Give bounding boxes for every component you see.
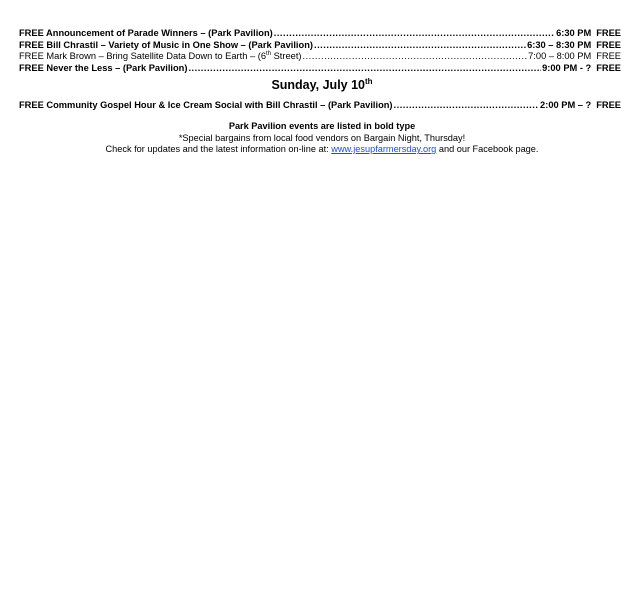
event-time: 7:00 – 8:00 PM — [528, 51, 592, 62]
event-time: 2:00 PM – ? — [540, 100, 592, 110]
website-link[interactable]: www.jesupfarmersday.org — [331, 144, 437, 155]
event-time: 6:30 PM — [556, 28, 592, 38]
dot-leader — [314, 40, 526, 52]
event-price: FREE — [596, 62, 621, 73]
dot-leader — [394, 100, 540, 112]
event-row — [19, 100, 621, 112]
dot-leader — [303, 51, 528, 63]
dot-leader — [274, 28, 555, 40]
event-price: FREE — [596, 28, 621, 38]
event-title: FREE Mark Brown – Bring Satellite Data Down to Earth – (6th Street) — [19, 51, 302, 62]
event-title: FREE Announcement of Parade Winners – (Park Pavilion) — [19, 28, 273, 38]
event-row — [19, 40, 621, 52]
event-row — [19, 51, 621, 63]
bargain-note: *Special bargains from local food vendors on Bargain Night, Thursday! — [178, 132, 466, 143]
bold-type-note: Park Pavilion events are listed in bold type — [228, 121, 416, 131]
event-price: FREE — [596, 51, 621, 62]
event-time: 6:30 – 8:30 PM — [527, 39, 592, 50]
sunday-event-list — [19, 100, 621, 112]
event-row — [19, 63, 621, 75]
event-title: FREE Bill Chrastil – Variety of Music in One Show – (Park Pavilion) — [19, 39, 313, 50]
event-row — [19, 28, 621, 40]
event-price: FREE — [596, 39, 621, 50]
day-heading: Sunday, July 10th — [271, 76, 373, 92]
updates-note: Check for updates and the latest information on-line at: www.jesupfarmersday.org and our Facebook page. — [105, 144, 539, 155]
notes-block — [0, 121, 644, 156]
dot-leader — [188, 63, 541, 75]
event-title: FREE Never the Less – (Park Pavilion) — [19, 62, 188, 73]
event-title: FREE Community Gospel Hour & Ice Cream Social with Bill Chrastil – (Park Pavilion) — [19, 100, 393, 110]
event-price: FREE — [596, 100, 621, 110]
event-time: 9:00 PM - ? — [542, 62, 592, 73]
saturday-event-list — [19, 28, 621, 74]
